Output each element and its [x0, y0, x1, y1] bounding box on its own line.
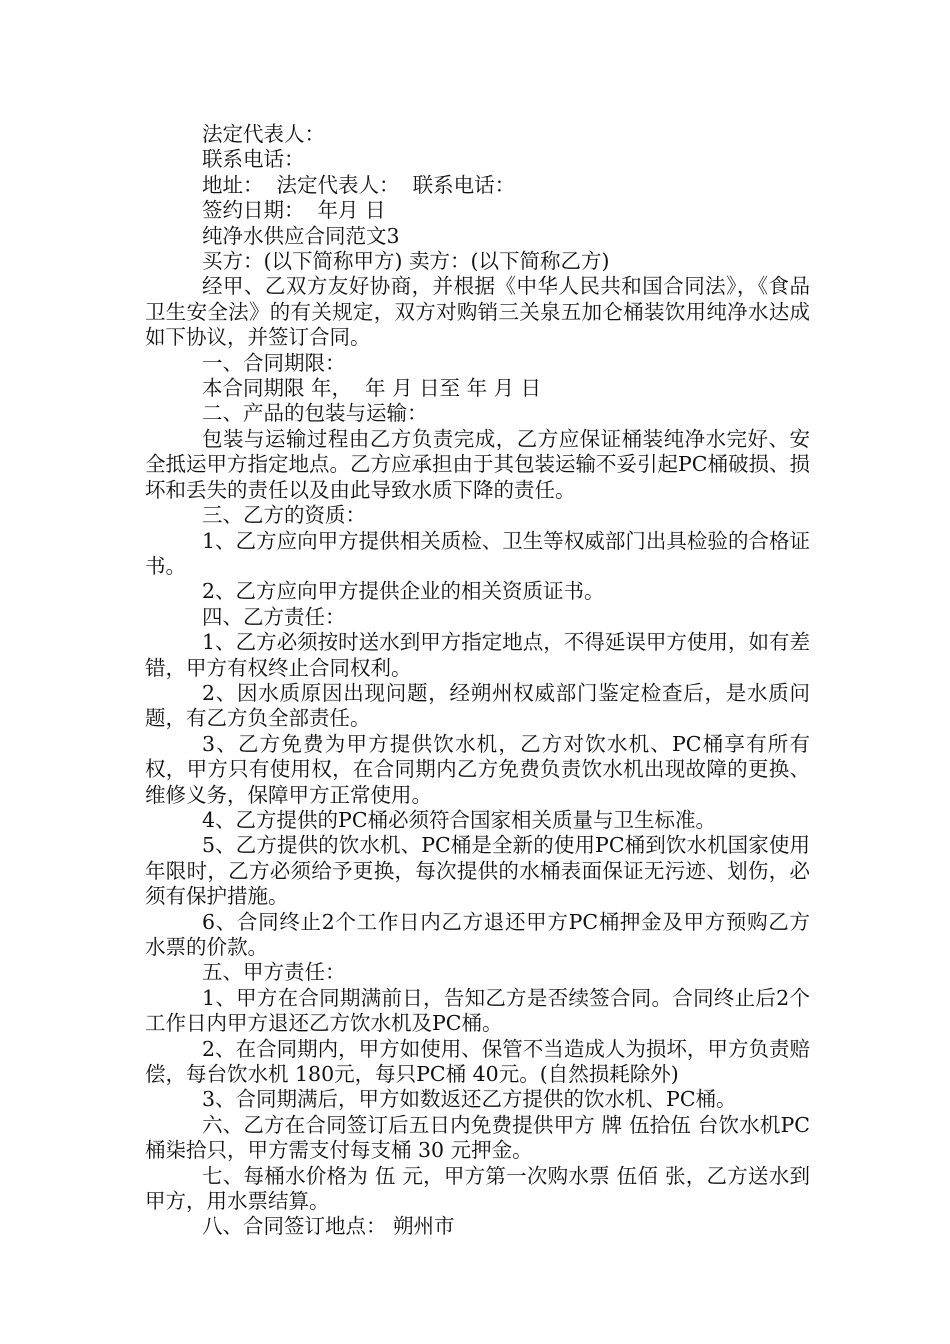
parties-line: 买方：(以下简称甲方) 卖方：(以下简称乙方) — [202, 249, 610, 274]
seller-duty-item-6: 6、合同终止2个工作日内乙方退还甲方PC桶押金及甲方预购乙方水票的价款。 — [145, 909, 810, 959]
legal-representative-line: 法定代表人： — [202, 122, 325, 146]
seller-duty-item-5: 5、乙方提供的饮水机、PC桶是全新的使用PC桶到饮水机国家使用年限时，乙方必须给予更换，每次提供的水桶表面保证无污迹、划伤，必须有保护措施。 — [145, 833, 810, 909]
packaging-paragraph: 包装与运输过程由乙方负责完成，乙方应保证桶装纯净水完好、安全抵运甲方指定地点。乙方应承担由于其包装运输不妥引起PC桶破损、损坏和丢失的责任以及由此导致水质下降的责任。 — [145, 426, 810, 502]
buyer-duty-item-1: 1、甲方在合同期满前日，告知乙方是否续签合同。合同终止后2个工作日内甲方退还乙方饮水机及PC桶。 — [145, 985, 810, 1036]
qualification-item-2: 2、乙方应向甲方提供企业的相关资质证书。 — [202, 579, 605, 604]
seller-duty-item-4: 4、乙方提供的PC桶必须符合国家相关质量与卫生标准。 — [202, 807, 717, 832]
section-heading-term: 一、合同期限： — [202, 350, 346, 375]
section-heading-seller-duty: 四、乙方责任： — [202, 604, 346, 629]
seller-duty-item-3: 3、乙方免费为甲方提供饮水机，乙方对饮水机、PC桶享有所有权，甲方只有使用权，在合同期内乙方免费负责饮水机出现故障的更换、维修义务，保障甲方正常使用。 — [145, 731, 810, 807]
seller-duty-item-1: 1、乙方必须按时送水到甲方指定地点，不得延误甲方使用，如有差错，甲方有权终止合同权利。 — [145, 630, 810, 680]
preamble-paragraph: 经甲、乙双方友好协商，并根据《中华人民共和国合同法》，《食品卫生安全法》的有关规定，双方对购销三关泉五加仑桶装饮用纯净水达成如下协议，并签订合同。 — [145, 274, 810, 350]
document-page — [145, 122, 810, 1240]
qualification-item-1: 1、乙方应向甲方提供相关质检、卫生等权威部门出具检验的合格证书。 — [145, 528, 810, 578]
signing-date-line: 签约日期： 年月 日 — [202, 198, 386, 223]
address-line: 地址： 法定代表人： 联系电话： — [202, 172, 516, 197]
term-paragraph: 本合同期限 年， 年 月 日至 年 月 日 — [202, 376, 542, 401]
contract-title: 纯净水供应合同范文3 — [202, 223, 400, 248]
section-six-paragraph: 六、乙方在合同签订后五日内免费提供甲方 牌 伍拾伍 台饮水机PC桶柒拾只，甲方需支付每支桶 30 元押金。 — [145, 1112, 810, 1163]
buyer-duty-item-3: 3、合同期满后，甲方如数返还乙方提供的饮水机、PC桶。 — [202, 1087, 737, 1112]
buyer-duty-item-2: 2、在合同期内，甲方如使用、保管不当造成人为损坏，甲方负责赔偿，每台饮水机 180元，每只PC桶 40元。(自然损耗除外) — [145, 1036, 810, 1087]
section-seven-paragraph: 七、每桶水价格为 伍 元，甲方第一次购水票 伍佰 张，乙方送水到甲方，用水票结算。 — [145, 1163, 810, 1214]
section-heading-qualification: 三、乙方的资质： — [202, 503, 366, 528]
phone-line: 联系电话： — [202, 147, 305, 172]
section-eight-paragraph: 八、合同签订地点： 朔州市 — [202, 1214, 455, 1239]
section-heading-buyer-duty: 五、甲方责任： — [202, 960, 346, 985]
section-heading-packaging: 二、产品的包装与运输： — [202, 401, 428, 426]
seller-duty-item-2: 2、因水质原因出现问题，经朔州权威部门鉴定检查后，是水质问题，有乙方负全部责任。 — [145, 680, 810, 731]
